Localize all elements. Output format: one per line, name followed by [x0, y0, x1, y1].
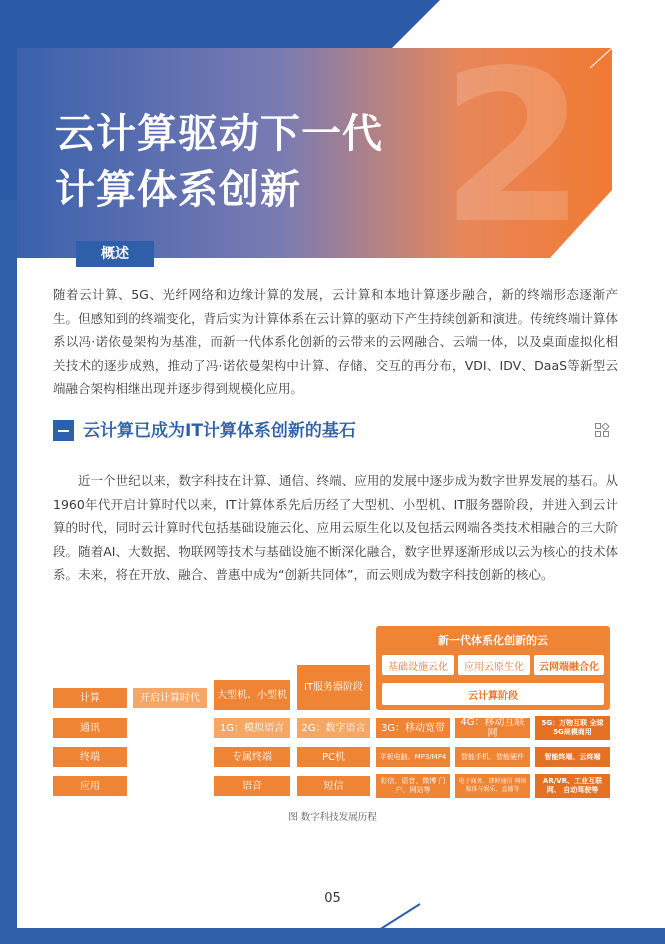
- terminal-tablet: 平板电脑、MP3/MP4: [376, 747, 450, 767]
- grid-icon: [595, 423, 610, 438]
- section-title: 云计算已成为IT计算体系创新的基石: [83, 421, 356, 441]
- cloud-stage-native: 应用云原生化: [458, 655, 530, 675]
- page-number: 05: [324, 891, 341, 906]
- app-ecommerce: 电子商务、即时通信 网络媒体与娱乐、直播等: [455, 774, 530, 798]
- era-server: IT服务器阶段: [297, 665, 370, 710]
- comm-1g: 1G：模拟语言: [214, 718, 290, 738]
- app-arvr: AR/VR、工业互联网、 自动驾驶等: [535, 774, 610, 798]
- terminal-pc: PC机: [297, 747, 370, 767]
- row-label-comm: 通讯: [53, 718, 127, 738]
- chapter-number: 2: [440, 25, 587, 270]
- terminal-cloud: 智能终端、云终端: [535, 747, 610, 767]
- comm-4g: 4G：移动互联网: [455, 718, 530, 738]
- cloud-header: 新一代体系化创新的云: [438, 633, 548, 647]
- row-label-terminal: 终端: [53, 747, 127, 767]
- chapter-title-line1: 云计算驱动下一代: [55, 111, 383, 157]
- app-sms: 短信: [297, 776, 370, 796]
- intro-paragraph: 随着云计算、5G、光纤网络和边缘计算的发展，云计算和本地计算逐步融合，新的终端形态逐渐产生。但感知到的终端变化，背后实为计算体系在云计算的驱动下产生持续创新和演进。传统终端计算体系以冯·诺依曼架构为基准，而新一代体系化创新的云带来的云网融合、云端一体，以及桌面虚拟化相关技术的逐步成熟，推动了冯·诺依曼架构中计算、存储、交互的再分布，VDI、IDV、DaaS等新型云端融合架构相继出现并逐步得到规模化应用。: [53, 287, 618, 397]
- section-body: 近一个世纪以来，数字科技在计算、通信、终端、应用的发展中逐步成为数字世界发展的基石。从1960年代开启计算时代以来，IT计算体系先后历经了大型机、小型机、IT服务器阶段，并进入到云计算的时代，同时云计算时代包括基础设施云化、应用云原生化以及包括云网端各类技术相融合的三大阶段。随着AI、大数据、物联网等技术与基础设施不断深化融合，数字世界逐渐形成以云为核心的技术体系。未来，将在开放、融合、普惠中成为“创新共同体”，而云则成为数字科技创新的核心。: [53, 473, 618, 583]
- bottom-band: [0, 928, 665, 944]
- era-start: 开启计算时代: [133, 688, 207, 708]
- terminal-smartphone: 智能手机、智能硬件: [455, 747, 530, 767]
- comm-3g: 3G：移动宽带: [376, 718, 450, 738]
- app-mms: 彩信、语音、微博 门户、网站等: [376, 774, 450, 798]
- era-mainframe: 大型机、小型机: [214, 680, 290, 710]
- app-voice: 语音: [214, 776, 290, 796]
- terminal-dedicated: 专属终端: [214, 747, 290, 767]
- chapter-title: [55, 106, 383, 218]
- cloud-stage-infra: 基础设施云化: [382, 655, 454, 675]
- cloud-phase: 云计算阶段: [382, 683, 604, 705]
- comm-5g: 5G：万物互联 全球5G规模商用: [535, 716, 610, 740]
- cloud-stage-converge: 云网端融合化: [534, 655, 604, 675]
- figure-caption: 图 数字科技发展历程: [288, 812, 377, 823]
- comm-2g: 2G：数字语言: [297, 718, 370, 738]
- section-number-box: [53, 420, 74, 441]
- row-label-compute: 计算: [53, 688, 127, 708]
- section-heading: [53, 419, 613, 445]
- overview-label: 概述: [76, 241, 154, 267]
- chapter-title-line2: 计算体系创新: [55, 167, 301, 213]
- row-label-app: 应用: [53, 776, 127, 796]
